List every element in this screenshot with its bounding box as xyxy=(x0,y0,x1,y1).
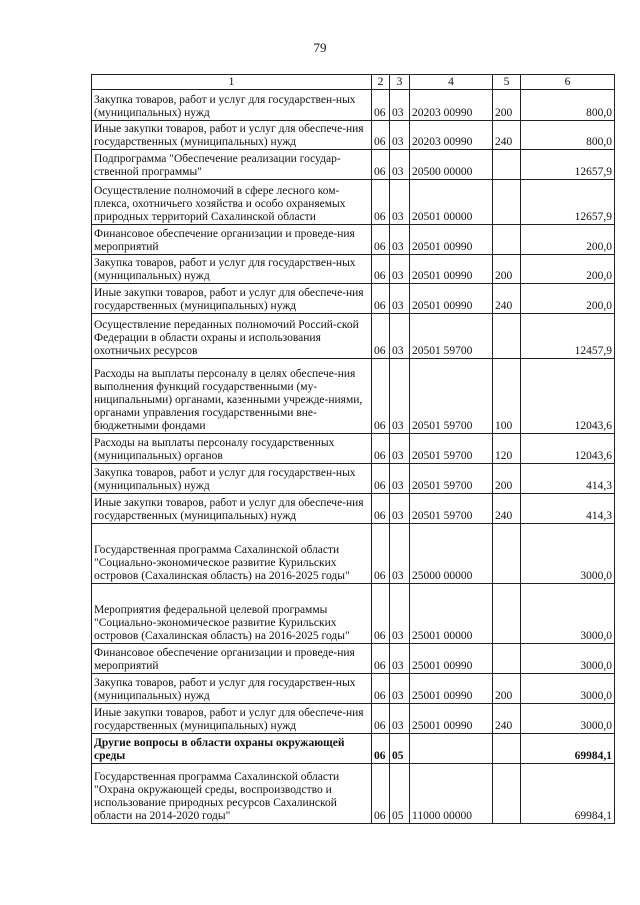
table-row xyxy=(92,524,615,584)
row-target-item-cell: 20203 00990 xyxy=(410,90,493,121)
row-name-cell: Осуществление переданных полномочий Россий-ской Федерации в области охраны и использования охотничьих ресурсов xyxy=(92,314,372,359)
row-expense-type-cell xyxy=(493,584,521,644)
row-target-item-cell: 25001 00000 xyxy=(410,584,493,644)
row-section-cell: 06 xyxy=(372,494,390,524)
row-target-item-cell: 20501 59700 xyxy=(410,494,493,524)
row-section-cell: 06 xyxy=(372,524,390,584)
table-row xyxy=(92,284,615,314)
row-amount-cell: 3000,0 xyxy=(521,644,615,674)
row-target-item-cell: 25000 00000 xyxy=(410,524,493,584)
row-expense-type-cell xyxy=(493,734,521,764)
row-expense-type-cell xyxy=(493,644,521,674)
row-section-cell: 06 xyxy=(372,359,390,434)
budget-table xyxy=(91,74,615,824)
row-section-cell: 06 xyxy=(372,150,390,180)
row-expense-type-cell: 100 xyxy=(493,359,521,434)
row-name-cell: Закупка товаров, работ и услуг для государствен-ных (муниципальных) нужд xyxy=(92,464,372,494)
row-amount-cell: 12043,6 xyxy=(521,434,615,464)
row-amount-cell: 12457,9 xyxy=(521,314,615,359)
row-target-item-cell: 11000 00000 xyxy=(410,764,493,824)
row-expense-type-cell: 240 xyxy=(493,704,521,734)
table-row xyxy=(92,674,615,704)
row-section-cell: 06 xyxy=(372,584,390,644)
row-section-cell: 06 xyxy=(372,434,390,464)
row-name-cell: Закупка товаров, работ и услуг для государствен-ных (муниципальных) нужд xyxy=(92,674,372,704)
row-name-cell: Другие вопросы в области охраны окружающей среды xyxy=(92,734,372,764)
row-amount-cell: 12657,9 xyxy=(521,150,615,180)
row-name-cell: Иные закупки товаров, работ и услуг для обеспече-ния государственных (муниципальных) нужд xyxy=(92,494,372,524)
row-section-cell: 06 xyxy=(372,90,390,121)
row-target-item-cell: 20501 00000 xyxy=(410,180,493,225)
table-row xyxy=(92,150,615,180)
row-subsection-cell: 03 xyxy=(390,284,410,314)
table-row xyxy=(92,734,615,764)
row-expense-type-cell xyxy=(493,180,521,225)
table-row xyxy=(92,704,615,734)
row-subsection-cell: 03 xyxy=(390,180,410,225)
row-target-item-cell: 25001 00990 xyxy=(410,644,493,674)
row-expense-type-cell xyxy=(493,314,521,359)
row-amount-cell: 200,0 xyxy=(521,225,615,255)
row-expense-type-cell: 200 xyxy=(493,674,521,704)
row-name-cell: Государственная программа Сахалинской области "Социально-экономическое развитие Курильских островов (Сахалинская область) на 2016-2025 годы" xyxy=(92,524,372,584)
row-subsection-cell: 03 xyxy=(390,464,410,494)
row-subsection-cell: 03 xyxy=(390,644,410,674)
row-section-cell: 06 xyxy=(372,764,390,824)
row-section-cell: 06 xyxy=(372,314,390,359)
row-name-cell: Иные закупки товаров, работ и услуг для обеспече-ния государственных (муниципальных) нужд xyxy=(92,121,372,150)
row-expense-type-cell: 120 xyxy=(493,434,521,464)
row-expense-type-cell: 240 xyxy=(493,494,521,524)
table-row xyxy=(92,644,615,674)
row-amount-cell: 69984,1 xyxy=(521,764,615,824)
row-amount-cell: 3000,0 xyxy=(521,524,615,584)
row-name-cell: Иные закупки товаров, работ и услуг для обеспече-ния государственных (муниципальных) нужд xyxy=(92,704,372,734)
header-amount: 6 xyxy=(521,75,615,90)
row-name-cell: Подпрограмма "Обеспечение реализации государ-ственной программы" xyxy=(92,150,372,180)
row-section-cell: 06 xyxy=(372,180,390,225)
row-name-cell: Иные закупки товаров, работ и услуг для обеспече-ния государственных (муниципальных) нужд xyxy=(92,284,372,314)
row-amount-cell: 3000,0 xyxy=(521,584,615,644)
row-target-item-cell: 25001 00990 xyxy=(410,704,493,734)
row-expense-type-cell xyxy=(493,150,521,180)
page-number: 79 xyxy=(313,40,327,55)
header-section: 2 xyxy=(372,75,390,90)
header-target-item: 4 xyxy=(410,75,493,90)
table-row xyxy=(92,225,615,255)
table-row xyxy=(92,494,615,524)
row-target-item-cell: 20501 59700 xyxy=(410,434,493,464)
row-target-item-cell: 20501 59700 xyxy=(410,359,493,434)
row-target-item-cell: 20500 00000 xyxy=(410,150,493,180)
row-target-item-cell: 20501 59700 xyxy=(410,314,493,359)
row-subsection-cell: 03 xyxy=(390,150,410,180)
row-target-item-cell: 20501 00990 xyxy=(410,255,493,284)
row-amount-cell: 200,0 xyxy=(521,284,615,314)
row-expense-type-cell: 240 xyxy=(493,121,521,150)
table-row xyxy=(92,359,615,434)
row-subsection-cell: 03 xyxy=(390,225,410,255)
table-row xyxy=(92,314,615,359)
table-row xyxy=(92,90,615,121)
row-name-cell: Государственная программа Сахалинской области "Охрана окружающей среды, воспроизводство и использование природных ресурсов Сахалинской области на 2014-2020 годы" xyxy=(92,764,372,824)
row-amount-cell: 69984,1 xyxy=(521,734,615,764)
row-expense-type-cell xyxy=(493,524,521,584)
row-target-item-cell: 25001 00990 xyxy=(410,674,493,704)
row-subsection-cell: 03 xyxy=(390,524,410,584)
table-row xyxy=(92,180,615,225)
row-target-item-cell: 20501 59700 xyxy=(410,464,493,494)
row-name-cell: Закупка товаров, работ и услуг для государствен-ных (муниципальных) нужд xyxy=(92,255,372,284)
table-row xyxy=(92,584,615,644)
row-name-cell: Осуществление полномочий в сфере лесного ком-плекса, охотничьего хозяйства и особо охраняемых природных территорий Сахалинской области xyxy=(92,180,372,225)
row-amount-cell: 200,0 xyxy=(521,255,615,284)
header-row xyxy=(92,75,615,90)
row-section-cell: 06 xyxy=(372,284,390,314)
row-expense-type-cell: 200 xyxy=(493,90,521,121)
row-subsection-cell: 03 xyxy=(390,359,410,434)
row-name-cell: Закупка товаров, работ и услуг для государствен-ных (муниципальных) нужд xyxy=(92,90,372,121)
table-body xyxy=(92,90,615,824)
row-target-item-cell: 20501 00990 xyxy=(410,284,493,314)
row-expense-type-cell: 200 xyxy=(493,255,521,284)
row-expense-type-cell xyxy=(493,764,521,824)
row-expense-type-cell: 200 xyxy=(493,464,521,494)
table-row xyxy=(92,464,615,494)
row-amount-cell: 12043,6 xyxy=(521,359,615,434)
table-row xyxy=(92,434,615,464)
row-amount-cell: 800,0 xyxy=(521,90,615,121)
row-subsection-cell: 03 xyxy=(390,674,410,704)
row-amount-cell: 800,0 xyxy=(521,121,615,150)
row-name-cell: Мероприятия федеральной целевой программы "Социально-экономическое развитие Курильских островов (Сахалинская область) на 2016-2025 годы" xyxy=(92,584,372,644)
header-subsection: 3 xyxy=(390,75,410,90)
row-subsection-cell: 05 xyxy=(390,734,410,764)
row-section-cell: 06 xyxy=(372,121,390,150)
row-target-item-cell: 20203 00990 xyxy=(410,121,493,150)
row-amount-cell: 12657,9 xyxy=(521,180,615,225)
row-name-cell: Расходы на выплаты персоналу в целях обеспече-ния выполнения функций государственными (му-ниципальными) органами, казенными учрежде-ниями, органами управления государственными вне-бюджетными фондами xyxy=(92,359,372,434)
row-subsection-cell: 03 xyxy=(390,494,410,524)
table-row xyxy=(92,764,615,824)
row-section-cell: 06 xyxy=(372,464,390,494)
table-row xyxy=(92,255,615,284)
row-section-cell: 06 xyxy=(372,255,390,284)
row-amount-cell: 414,3 xyxy=(521,494,615,524)
row-subsection-cell: 03 xyxy=(390,121,410,150)
row-name-cell: Финансовое обеспечение организации и проведе-ния мероприятий xyxy=(92,644,372,674)
row-amount-cell: 3000,0 xyxy=(521,674,615,704)
row-target-item-cell xyxy=(410,734,493,764)
header-name: 1 xyxy=(92,75,372,90)
row-expense-type-cell: 240 xyxy=(493,284,521,314)
header-expense-type: 5 xyxy=(493,75,521,90)
row-expense-type-cell xyxy=(493,225,521,255)
row-subsection-cell: 03 xyxy=(390,90,410,121)
row-section-cell: 06 xyxy=(372,734,390,764)
row-amount-cell: 414,3 xyxy=(521,464,615,494)
row-amount-cell: 3000,0 xyxy=(521,704,615,734)
row-section-cell: 06 xyxy=(372,225,390,255)
row-subsection-cell: 03 xyxy=(390,314,410,359)
row-subsection-cell: 03 xyxy=(390,434,410,464)
table-row xyxy=(92,121,615,150)
row-section-cell: 06 xyxy=(372,644,390,674)
row-subsection-cell: 05 xyxy=(390,764,410,824)
row-target-item-cell: 20501 00990 xyxy=(410,225,493,255)
row-name-cell: Расходы на выплаты персоналу государственных (муниципальных) органов xyxy=(92,434,372,464)
row-section-cell: 06 xyxy=(372,704,390,734)
row-subsection-cell: 03 xyxy=(390,584,410,644)
row-name-cell: Финансовое обеспечение организации и проведе-ния мероприятий xyxy=(92,225,372,255)
row-section-cell: 06 xyxy=(372,674,390,704)
row-subsection-cell: 03 xyxy=(390,255,410,284)
row-subsection-cell: 03 xyxy=(390,704,410,734)
